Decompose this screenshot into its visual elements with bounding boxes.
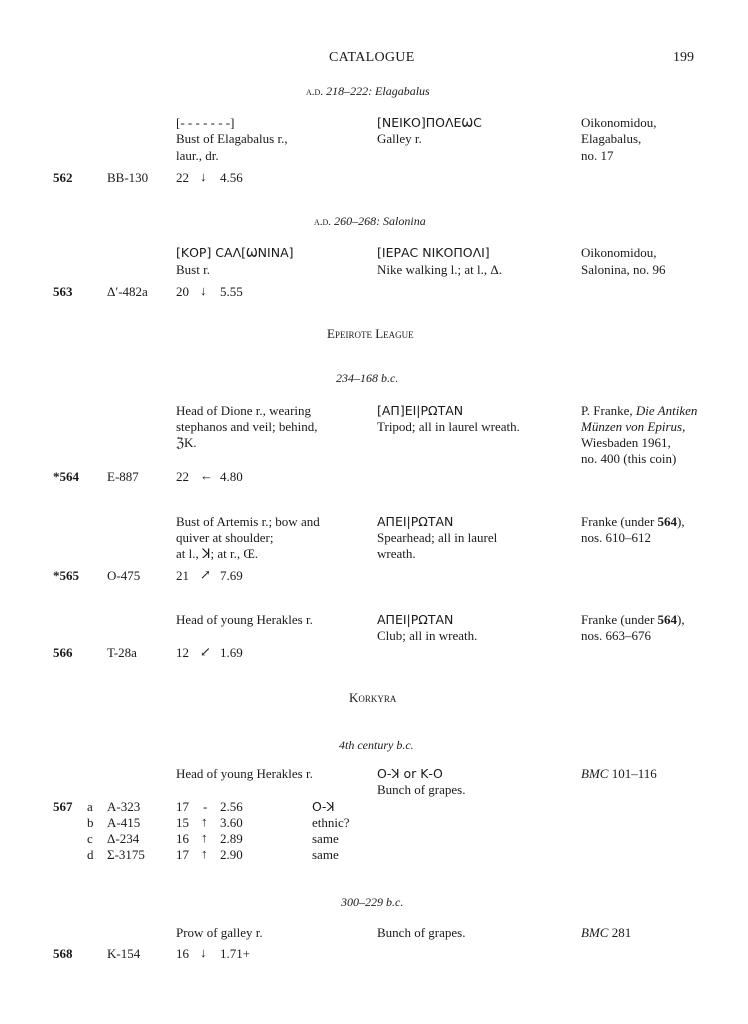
reference: P. Franke, Die Antiken: [581, 403, 698, 418]
ethnic-note: ethnic?: [312, 815, 350, 830]
die-axis-icon: ↓: [200, 945, 207, 960]
reference: Salonina, no. 96: [581, 262, 666, 277]
coin-size: 17: [176, 847, 189, 862]
inventory-number: BB-130: [107, 170, 149, 185]
obverse-description: Bust of Artemis r.; bow and: [176, 514, 320, 529]
obverse-description: stephanos and veil; behind,: [176, 419, 318, 434]
die-axis-icon: ↙: [200, 644, 211, 659]
reference: nos. 610–612: [581, 530, 652, 545]
reverse-description: Club; all in wreath.: [377, 628, 478, 643]
ethnic-note: Ο-ꓘ: [312, 799, 335, 814]
coin-size: 20: [176, 284, 189, 299]
catalogue-number: *564: [53, 469, 79, 484]
obverse-description: laur., dr.: [176, 148, 219, 163]
reverse-description: Bunch of grapes.: [377, 925, 466, 940]
catalogue-number: 563: [53, 284, 73, 299]
reference: Oikonomidou,: [581, 115, 657, 130]
inventory-number: Δ′-482a: [107, 284, 148, 299]
reference: Oikonomidou,: [581, 245, 657, 260]
die-axis-icon: ↑: [201, 830, 208, 845]
inventory-number: Σ-3175: [107, 847, 145, 862]
catalogue-number: *565: [53, 568, 79, 583]
ethnic-note: same: [312, 847, 339, 862]
coin-size: 15: [176, 815, 189, 830]
reverse-legend: Ο-ꓘ or Κ-Ο: [377, 766, 443, 781]
section-heading-epeirote-league: Epeirote League: [327, 326, 414, 341]
coin-weight: 4.80: [220, 469, 243, 484]
running-title: CATALOGUE: [329, 50, 415, 65]
catalogue-number: 562: [53, 170, 73, 185]
reference: Münzen von Epirus,: [581, 419, 686, 434]
die-axis-icon: ↑: [201, 846, 208, 861]
reverse-description: Galley r.: [377, 131, 422, 146]
coin-weight: 1.71+: [220, 946, 251, 961]
coin-size: 21: [176, 568, 189, 583]
reference: Franke (under 564),: [581, 612, 685, 627]
section-heading-korkyra: Korkyra: [349, 690, 397, 705]
inventory-number: O-475: [107, 568, 141, 583]
catalogue-number: 567: [53, 799, 73, 814]
section-heading-date: 300–229 b.c.: [341, 895, 404, 909]
page-number: 199: [673, 50, 694, 65]
reverse-description: Spearhead; all in laurel: [377, 530, 498, 545]
inventory-number: A-323: [107, 799, 141, 814]
coin-size: 12: [176, 645, 189, 660]
die-axis-icon: ↓: [200, 283, 207, 298]
inventory-number: E-887: [107, 469, 139, 484]
reverse-legend: ΑΠΕΙ|ΡΩΤΑΝ: [377, 612, 454, 627]
die-axis-icon: ↗: [200, 567, 211, 582]
coin-weight: 3.60: [220, 815, 243, 830]
coin-weight: 2.89: [220, 831, 243, 846]
coin-size: 16: [176, 946, 189, 961]
coin-weight: 2.90: [220, 847, 243, 862]
reverse-description: Bunch of grapes.: [377, 782, 466, 797]
die-axis-icon: -: [203, 799, 208, 814]
reference: Wiesbaden 1961,: [581, 435, 671, 450]
coin-size: 22: [176, 170, 189, 185]
coin-weight: 7.69: [220, 568, 243, 583]
reverse-legend: [ΑΠ]ΕΙ|ΡΩΤΑΝ: [377, 403, 464, 418]
reference: no. 400 (this coin): [581, 451, 677, 466]
reverse-description: wreath.: [377, 546, 416, 561]
reference: no. 17: [581, 148, 614, 163]
die-axis-icon: ←: [200, 468, 213, 483]
obverse-description: Head of young Herakles r.: [176, 612, 313, 627]
reference: nos. 663–676: [581, 628, 652, 643]
obverse-description: Prow of galley r.: [176, 925, 263, 940]
reference: Elagabalus,: [581, 131, 642, 146]
coin-weight: 2.56: [220, 799, 243, 814]
coin-weight: 5.55: [220, 284, 243, 299]
catalogue-number: 566: [53, 645, 73, 660]
coin-size: 17: [176, 799, 189, 814]
obverse-description: quiver at shoulder;: [176, 530, 274, 545]
reverse-legend: [ΝΕΙΚΟ]ΠΟΛΕѠϹ: [377, 115, 482, 130]
obverse-description: at l., ꓘ; at r., Œ.: [176, 546, 259, 561]
reverse-legend: ΑΠΕΙ|ΡΩΤΑΝ: [377, 514, 454, 529]
reference: BMC 281: [581, 925, 632, 940]
section-heading-date: 4th century b.c.: [339, 738, 414, 752]
section-heading-salonina: a.d. 260–268: Salonina: [314, 214, 426, 228]
catalogue-number: 568: [53, 946, 73, 961]
obverse-description: Head of young Herakles r.: [176, 766, 313, 781]
inventory-number: K-154: [107, 946, 141, 961]
obverse-legend: [ΚΟΡ] ϹΑΛ[ѠΝΙΝΑ]: [176, 245, 294, 260]
obverse-description: Head of Dione r., wearing: [176, 403, 312, 418]
obverse-description: Bust r.: [176, 262, 210, 277]
section-heading-date: 234–168 b.c.: [336, 371, 399, 385]
coin-weight: 1.69: [220, 645, 243, 660]
reverse-legend: [ΙΕΡΑϹ ΝΙΚΟΠΟΛΙ]: [377, 245, 490, 260]
inventory-number: A-415: [107, 815, 141, 830]
coin-size: 16: [176, 831, 189, 846]
obverse-legend: [- - - - - - -]: [176, 115, 235, 130]
obverse-monogram: ℨK.: [176, 435, 197, 450]
section-heading-elagabalus: a.d. 218–222: Elagabalus: [306, 84, 430, 98]
die-axis-icon: ↑: [201, 814, 208, 829]
die-axis-icon: ↓: [200, 169, 207, 184]
coin-size: 22: [176, 469, 189, 484]
reverse-description: Nike walking l.; at l., Δ.: [377, 262, 502, 277]
reverse-description: Tripod; all in laurel wreath.: [377, 419, 520, 434]
coin-weight: 4.56: [220, 170, 243, 185]
reference: Franke (under 564),: [581, 514, 685, 529]
inventory-number: Δ-234: [107, 831, 140, 846]
obverse-description: Bust of Elagabalus r.,: [176, 131, 288, 146]
inventory-number: T-28a: [107, 645, 137, 660]
reference: BMC 101–116: [581, 766, 657, 781]
ethnic-note: same: [312, 831, 339, 846]
